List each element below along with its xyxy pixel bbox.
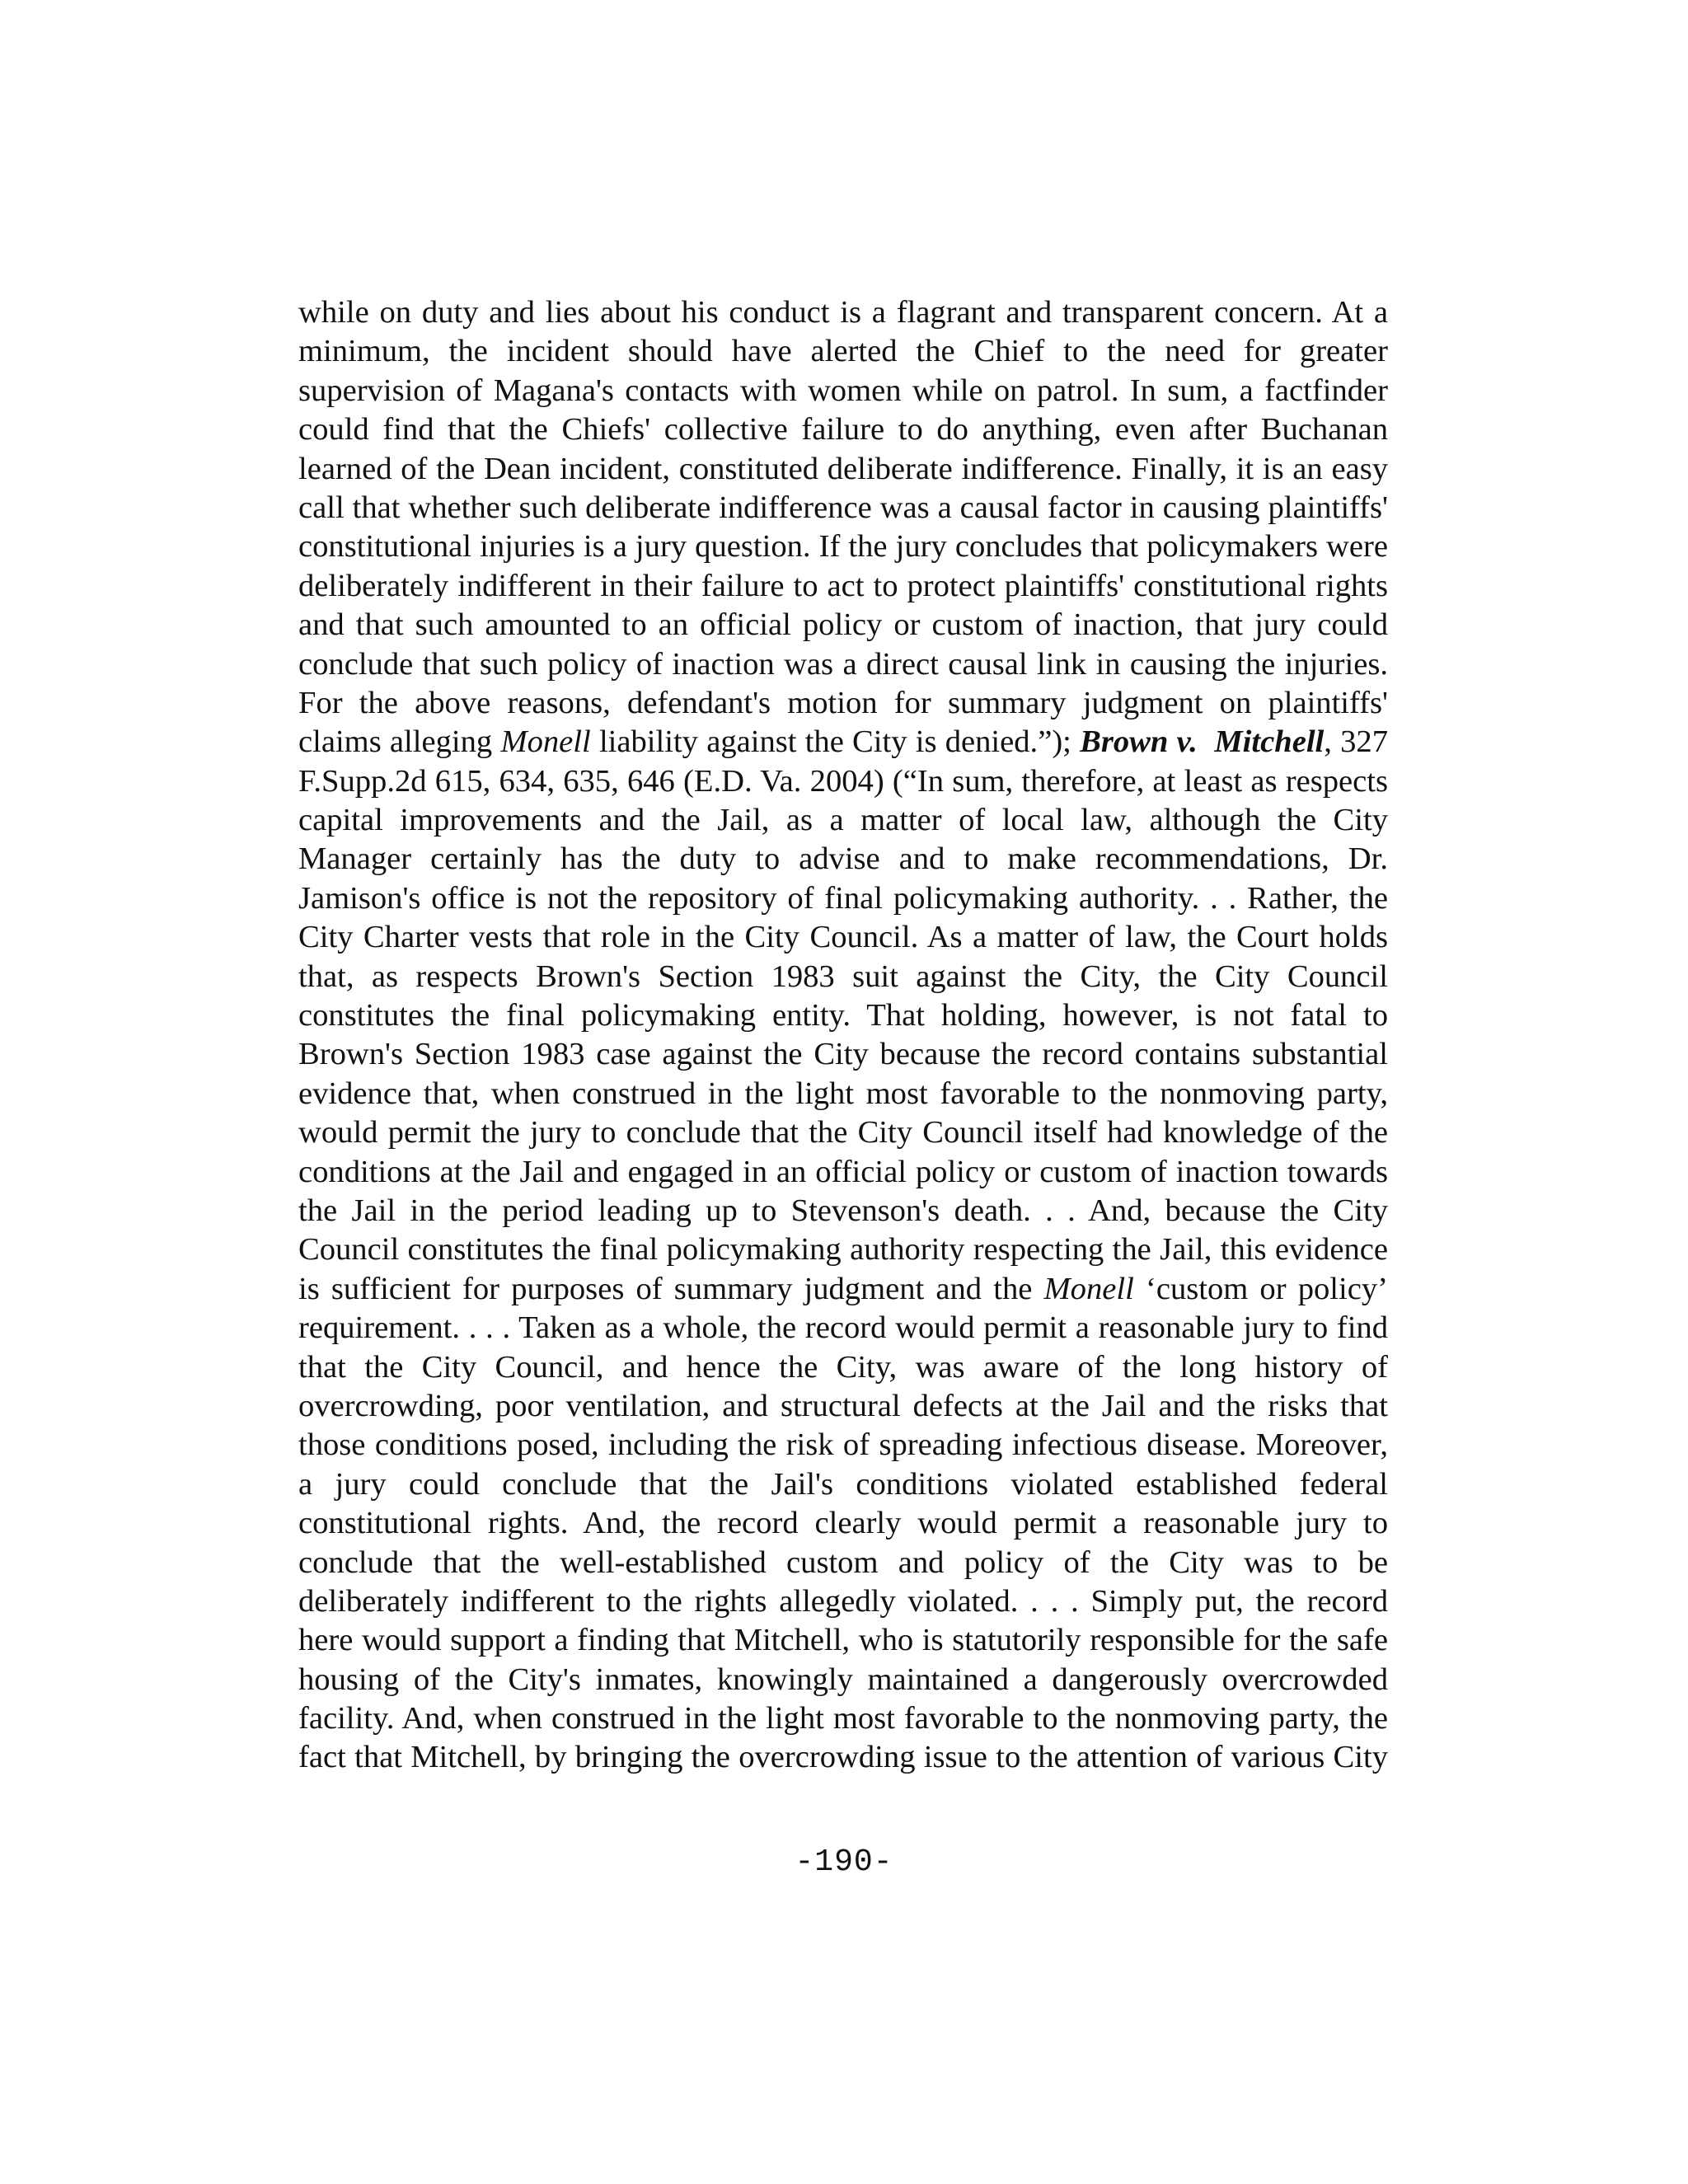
- text-segment: is sufficient for purposes of summary judgment and the: [298, 1271, 1044, 1306]
- text-line: minimum, the incident should have alerted the Chief to the need for greater: [298, 334, 1388, 369]
- text-line: while on duty and lies about his conduct is a flagrant and transparent concern. At a: [298, 295, 1388, 330]
- text-line: those conditions posed, including the risk of spreading infectious disease. Moreover,: [298, 1427, 1388, 1463]
- text-line: conclude that such policy of inaction was a direct causal link in causing the injuries.: [298, 646, 1388, 682]
- text-line: a jury could conclude that the Jail's conditions violated established federal: [298, 1466, 1388, 1502]
- text-line: housing of the City's inmates, knowingly maintained a dangerously overcrowded: [298, 1661, 1388, 1697]
- body-text: [298, 293, 1388, 1778]
- text-line: supervision of Magana's contacts with women while on patrol. In sum, a factfinder: [298, 373, 1388, 408]
- text-line: constitutes the final policymaking entity. That holding, however, is not fatal to: [298, 998, 1388, 1033]
- text-line: Council constitutes the final policymaking authority respecting the Jail, this evidence: [298, 1232, 1388, 1268]
- text-line: could find that the Chiefs' collective failure to do anything, even after Buchanan: [298, 412, 1388, 448]
- text-line: that, as respects Brown's Section 1983 suit against the City, the City Council: [298, 958, 1388, 994]
- text-segment: , 327: [1324, 724, 1388, 760]
- text-line: Jamison's office is not the repository of final policymaking authority. . . Rather, the: [298, 880, 1388, 916]
- text-line: For the above reasons, defendant's motion for summary judgment on plaintiffs': [298, 685, 1388, 720]
- text-line: [298, 723, 1388, 762]
- text-line: conditions at the Jail and engaged in an official policy or custom of inaction towards: [298, 1154, 1388, 1189]
- text-line: F.Supp.2d 615, 634, 635, 646 (E.D. Va. 2004) (“In sum, therefore, at least as respects: [298, 763, 1388, 799]
- text-line: [298, 1270, 1388, 1309]
- italic-term: Monell: [500, 724, 591, 760]
- page-number: -190-: [795, 1844, 893, 1880]
- text-line: and that such amounted to an official policy or custom of inaction, that jury could: [298, 607, 1388, 643]
- text-line: conclude that the well-established custom and policy of the City was to be: [298, 1544, 1388, 1580]
- text-line: would permit the jury to conclude that the City Council itself had knowledge of the: [298, 1115, 1388, 1151]
- text-line: here would support a finding that Mitchell, who is statutorily responsible for the safe: [298, 1623, 1388, 1658]
- text-line: deliberately indifferent in their failure to act to protect plaintiffs' constitutional rights: [298, 568, 1388, 603]
- text-line: Brown's Section 1983 case against the City because the record contains substantial: [298, 1037, 1388, 1072]
- italic-term: Monell: [1043, 1271, 1134, 1306]
- text-line: Manager certainly has the duty to advise and to make recommendations, Dr.: [298, 841, 1388, 877]
- text-line: that the City Council, and hence the City, was aware of the long history of: [298, 1349, 1388, 1385]
- text-segment: liability against the City is denied.”);: [590, 724, 1081, 760]
- text-line: call that whether such deliberate indifference was a causal factor in causing plaintiffs': [298, 490, 1388, 525]
- text-segment: claims alleging: [298, 724, 501, 760]
- text-line: capital improvements and the Jail, as a matter of local law, although the City: [298, 803, 1388, 838]
- text-line: constitutional injuries is a jury question. If the jury concludes that policymakers were: [298, 529, 1388, 565]
- text-line: City Charter vests that role in the City Council. As a matter of law, the Court holds: [298, 920, 1388, 955]
- text-line: deliberately indifferent to the rights allegedly violated. . . . Simply put, the record: [298, 1583, 1388, 1619]
- case-name: Brown v. Mitchell: [1080, 724, 1325, 760]
- text-line: facility. And, when construed in the light most favorable to the nonmoving party, the: [298, 1701, 1388, 1736]
- text-line: overcrowding, poor ventilation, and structural defects at the Jail and the risks that: [298, 1388, 1388, 1423]
- text-line: the Jail in the period leading up to Stevenson's death. . . And, because the City: [298, 1193, 1388, 1228]
- text-line: requirement. . . . Taken as a whole, the record would permit a reasonable jury to find: [298, 1310, 1388, 1346]
- text-line: constitutional rights. And, the record clearly would permit a reasonable jury to: [298, 1506, 1388, 1541]
- text-line: learned of the Dean incident, constituted deliberate indifference. Finally, it is an easy: [298, 451, 1388, 486]
- text-line: evidence that, when construed in the light most favorable to the nonmoving party,: [298, 1076, 1388, 1111]
- text-segment: ‘custom or policy’: [1133, 1271, 1388, 1306]
- text-line: fact that Mitchell, by bringing the overcrowding issue to the attention of various City: [298, 1740, 1388, 1775]
